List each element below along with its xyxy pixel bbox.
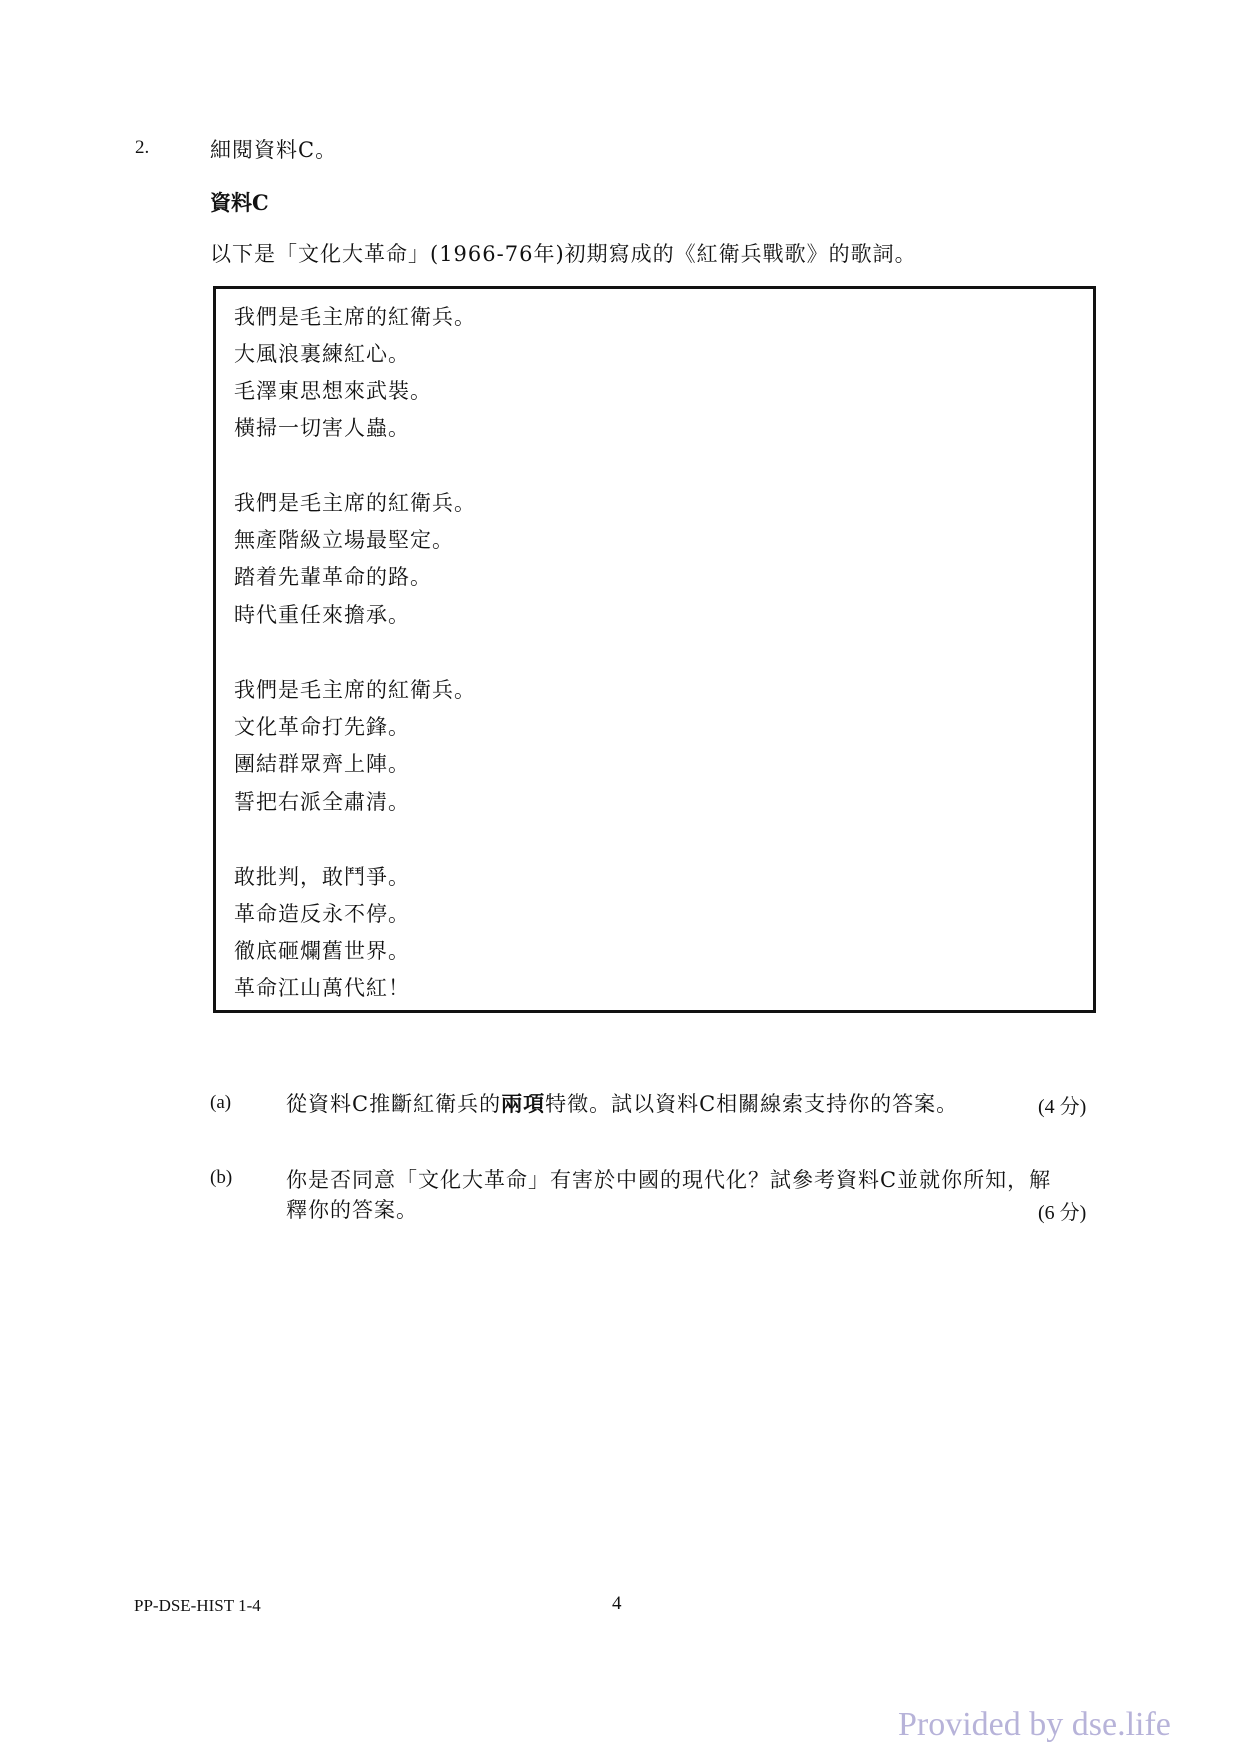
source-intro: 以下是「文化大革命」(1966-76年)初期寫成的《紅衛兵戰歌》的歌詞。 [210,242,917,266]
watermark: Provided by dse.life [898,1706,1171,1743]
lyric-line: 徹底砸爛舊世界。 [234,939,410,963]
part-a-text [286,1088,958,1118]
part-a-label: (a) [210,1092,232,1113]
lyric-line: 敢批判，敢鬥爭。 [234,865,410,889]
lyric-line: 革命造反永不停。 [234,902,410,926]
lyric-line: 踏着先輩革命的路。 [234,565,432,589]
lyric-line: 文化革命打先鋒。 [234,715,410,739]
lyric-line: 我們是毛主席的紅衛兵。 [234,678,476,702]
lyric-line: 橫掃一切害人蟲。 [234,416,410,440]
question-number: 2. [135,137,150,158]
page-number: 4 [612,1593,622,1614]
part-b-marks: (6 分) [1038,1202,1087,1224]
part-a-marks: (4 分) [1038,1096,1087,1118]
lyrics-box [213,286,1096,1013]
lyric-line: 革命江山萬代紅！ [234,976,410,1000]
lyric-line: 我們是毛主席的紅衛兵。 [234,305,476,329]
question-instruction: 細閱資料C。 [210,138,338,162]
part-b-text-line1: 你是否同意「文化大革命」有害於中國的現代化？試參考資料C並就你所知，解 [286,1168,1052,1192]
lyric-line: 團結群眾齊上陣。 [234,752,410,776]
part-a-text-bold: 兩項 [501,1091,546,1116]
lyric-line: 毛澤東思想來武裝。 [234,379,432,403]
footer-paper-code: PP-DSE-HIST 1-4 [134,1596,261,1615]
lyric-line: 誓把右派全肅清。 [234,790,410,814]
lyric-line: 我們是毛主席的紅衛兵。 [234,491,476,515]
lyric-line: 大風浪裏練紅心。 [234,342,410,366]
part-b-text-line2: 釋你的答案。 [286,1198,418,1222]
part-b-label: (b) [210,1167,233,1188]
part-a-text-before: 從資料C推斷紅衛兵的 [286,1092,502,1116]
source-title: 資料C [210,190,269,215]
lyric-line: 無產階級立場最堅定。 [234,528,454,552]
lyric-line: 時代重任來擔承。 [234,603,410,627]
part-a-text-after: 特徵。試以資料C相關線索支持你的答案。 [545,1092,959,1116]
